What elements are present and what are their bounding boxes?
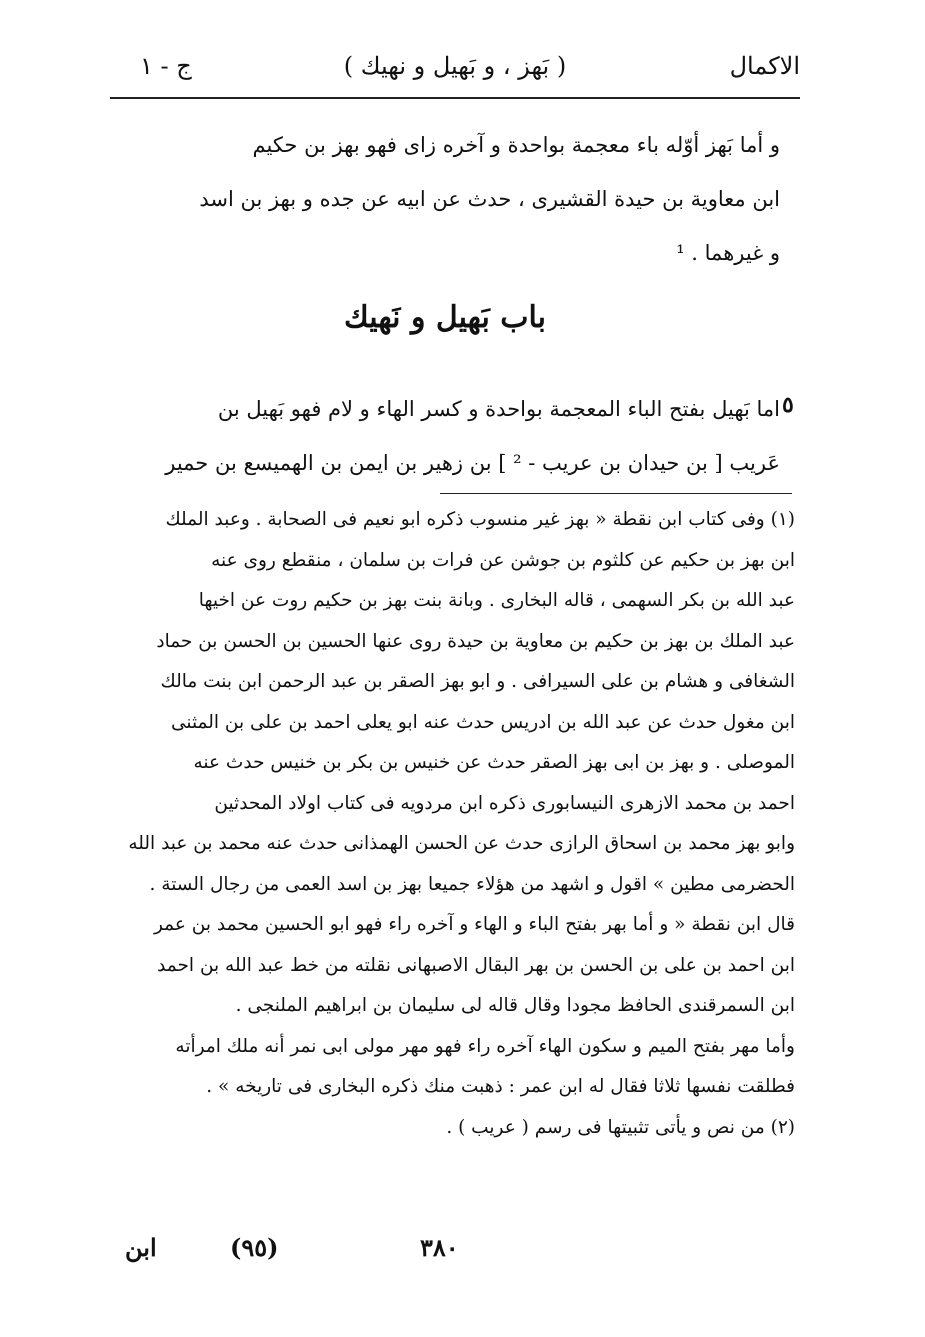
text-line: عَريب [ بن حيدان بن عريب - ² ] بن زهير بن ايمن بن الهميسع بن حمير xyxy=(165,451,780,475)
page-number: ٣٨٠ xyxy=(420,1233,459,1262)
footnote-line: ابن احمد بن على بن الحسن بن بهر البقال الاصبهانى نقلته من خط عبد الله بن احمد xyxy=(157,954,795,976)
chapter-heading: باب بَهيل و نَهيك xyxy=(343,300,547,335)
entry-paragraph xyxy=(110,382,780,490)
footnotes xyxy=(100,500,795,1148)
text-line: اما بَهيل بفتح الباء المعجمة بواحدة و كسر الهاء و لام فهو بَهيل بن xyxy=(217,397,780,421)
footnote-line: ابن مغول حدث عن عبد الله بن ادريس حدث عنه ابو يعلى احمد بن على بن المثنى xyxy=(170,711,795,733)
footnote-line: فطلقت نفسها ثلاثا فقال له ابن عمر : ذهبت منك ذكره البخارى فى تاريخه » . xyxy=(206,1076,795,1097)
text-line: و غيرهما . ¹ xyxy=(676,241,780,265)
book-title: الاكمال xyxy=(729,52,800,80)
text-line: ابن معاوية بن حيدة القشيرى ، حدث عن ابيه عن جده و بهز بن اسد xyxy=(199,187,780,211)
footnote-line: الشغافى و هشام بن على السيرافى . و ابو بهز الصقر بن عبد الرحمن ابن بنت مالك xyxy=(160,671,795,692)
header-divider xyxy=(110,97,800,99)
footnote-line: الحضرمى مطين » اقول و اشهد من هؤلاء جميعا بهز بن اسد العمى من رجال الستة . xyxy=(149,873,795,895)
footnote-line: (٢) من نص و يأتى تثبيتها فى رسم ( عريب ) . xyxy=(446,1116,795,1138)
footnote-line: (١) وفى كتاب ابن نقطة « بهز غير منسوب ذكره ابو نعيم فى الصحابة . وعبد الملك xyxy=(165,509,795,530)
catchword: ابن xyxy=(125,1233,157,1262)
volume-label: ج - ١ xyxy=(140,52,192,80)
footnote-line: وابو بهز محمد بن اسحاق الرازى حدث عن الحسن الهمذانى حدث عنه محمد بن عبد الله xyxy=(128,833,795,854)
intro-paragraph xyxy=(110,118,780,280)
line-number: ٥ xyxy=(782,392,794,418)
footnote-line: عبد الله بن بكر السهمى ، قاله البخارى . وبانة بنت بهز بن حكيم روت عن اخيها xyxy=(198,590,795,611)
page-footer xyxy=(100,1233,700,1273)
footnote-line: ابن بهز بن حكيم عن كلثوم بن جوشن عن فرات بن سلمان ، منقطع روى عنه xyxy=(211,549,795,571)
running-title: ( بَهز ، و بَهيل و نهيك ) xyxy=(343,52,567,80)
footnote-line: ابن السمرقندى الحافظ مجودا وقال قاله لى سليمان بن ابراهيم الملنجى . xyxy=(235,995,795,1016)
footnote-line: احمد بن محمد الازهرى النيسابورى ذكره ابن مردويه فى كتاب اولاد المحدثين xyxy=(214,792,795,814)
footnote-divider xyxy=(440,493,792,494)
footnote-line: وأما مهر بفتح الميم و سكون الهاء آخره راء فهو مهر مولى ابى نمر أنه ملك امرأته xyxy=(175,1035,795,1057)
text-line: و أما بَهز أوّله باء معجمة بواحدة و آخره زاى فهو بهز بن حكيم xyxy=(252,133,780,157)
footnote-line: عبد الملك بن بهز بن حكيم بن معاوية بن حيدة روى عنها الحسين بن الحسن بن حماد xyxy=(156,630,795,652)
footnote-line: الموصلى . و بهز بن ابى بهز الصقر حدث عن خنيس بن بكر بن خنيس حدث عنه xyxy=(193,752,795,773)
footnote-line: قال ابن نقطة « و أما بهر بفتح الباء و الهاء و آخره راء فهو ابو الحسين محمد بن عمر xyxy=(153,914,795,935)
sequence-number: (٩٥) xyxy=(230,1233,279,1262)
page-header xyxy=(110,52,800,92)
